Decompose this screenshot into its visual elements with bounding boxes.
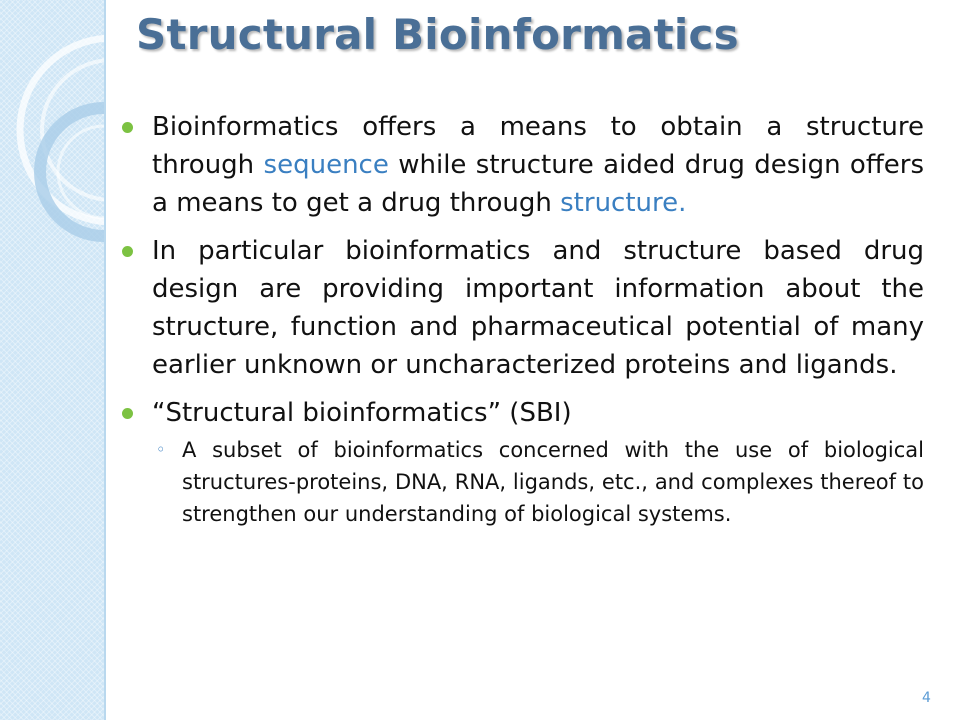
slide-title: Structural Bioinformatics [136, 10, 739, 59]
green-dot-icon [122, 246, 133, 257]
slide-number: 4 [922, 690, 931, 706]
concentric-circles-decoration [0, 0, 104, 720]
bullet-item [118, 108, 924, 222]
bullet-text: “Structural bioinformatics” (SBI) [152, 398, 572, 428]
bullet-text: while structure aided drug design offers a means to get a drug through [152, 150, 924, 218]
bullet-text: Bioinformatics offers a means to obtain a structure through [152, 112, 924, 180]
ring-bullet-icon: ◦ [156, 440, 166, 459]
highlight-sequence: sequence [263, 150, 389, 180]
left-decorative-band [0, 0, 106, 720]
green-dot-icon [122, 408, 133, 419]
bullet-item [118, 394, 924, 432]
highlight-structure: structure. [560, 188, 687, 218]
bullet-text: In particular bioinformatics and structure based drug design are providing important information about the structure, function and pharmaceutical potential of many earlier unknown or uncharacterized proteins and ligands. [152, 236, 924, 380]
bullet-item [118, 232, 924, 384]
sub-bullet-text: A subset of bioinformatics concerned with the use of biological structures-proteins, DNA, RNA, ligands, etc., and complexes thereof to strengthen our understanding of biological systems. [182, 438, 924, 526]
slide-content [118, 108, 924, 530]
green-dot-icon [122, 122, 133, 133]
sub-bullet-item [152, 434, 924, 530]
